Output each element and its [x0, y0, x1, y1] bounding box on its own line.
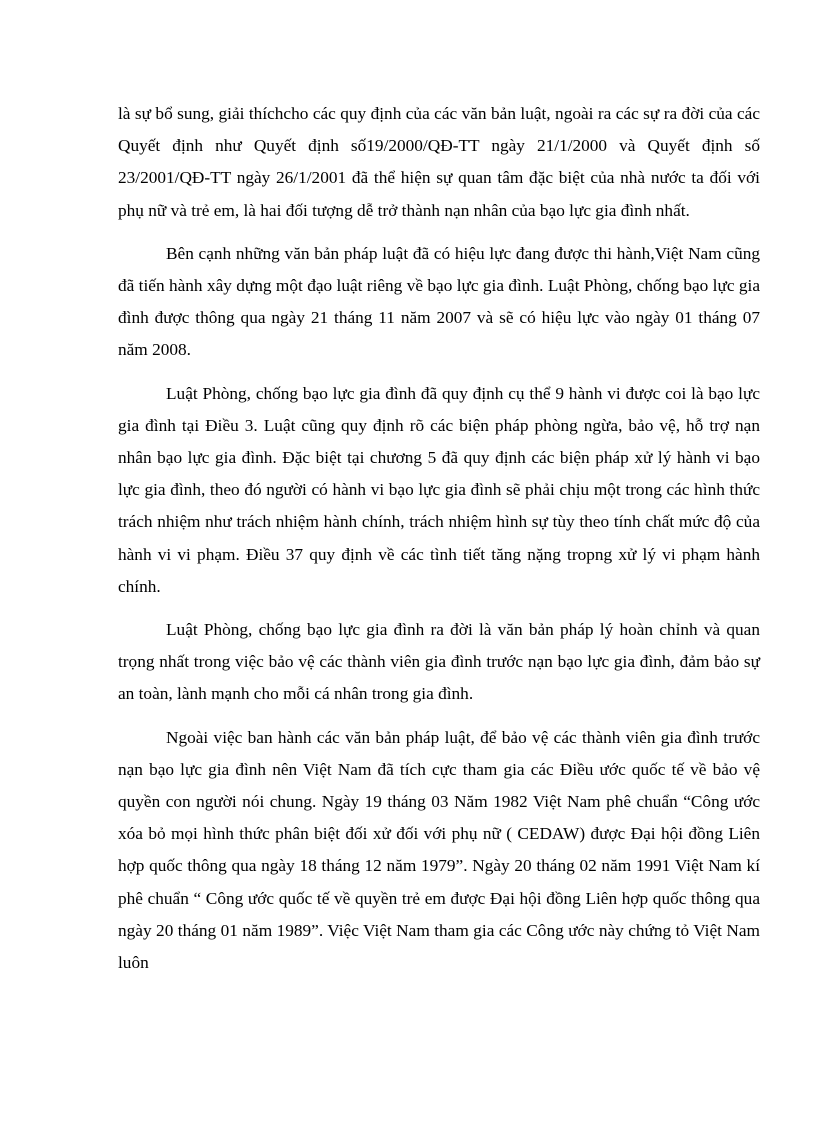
paragraph-5: Ngoài việc ban hành các văn bản pháp luật, để bảo vệ các thành viên gia đình trước nạn bạo lực gia đình nên Việt Nam đã tích cực tham gia các Điều ước quốc tế về bảo vệ quyền con người nói chung. Ngày 19 tháng 03 Năm 1982 Việt Nam phê chuẩn “Công ước xóa bỏ mọi hình thức phân biệt đối xử đối với phụ nữ ( CEDAW) được Đại hội đồng Liên hợp quốc thông qua ngày 18 tháng 12 năm 1979”. Ngày 20 tháng 02 năm 1991 Việt Nam kí phê chuẩn “ Công ước quốc tế về quyền trẻ em được Đại hội đồng Liên hợp quốc thông qua ngày 20 tháng 01 năm 1989”. Việc Việt Nam tham gia các Công ước này chứng tỏ Việt Nam luôn [118, 727, 760, 973]
paragraph-3: Luật Phòng, chống bạo lực gia đình đã quy định cụ thể 9 hành vi được coi là bạo lực gia đình tại Điều 3. Luật cũng quy định rõ các biện pháp phòng ngừa, bảo vệ, hỗ trợ nạn nhân bạo lực gia đình. Đặc biệt tại chương 5 đã quy định các biện pháp xử lý hành vi bạo lực gia đình, theo đó người có hành vi bạo lực gia đình sẽ phải chịu một trong các hình thức trách nhiệm như trách nhiệm hành chính, trách nhiệm hình sự tùy theo tính chất mức độ của hành vi vi phạm. Điều 37 quy định về các tình tiết tăng nặng tropng xử lý vi phạm hành chính. [118, 383, 760, 596]
paragraph-2: Bên cạnh những văn bản pháp luật đã có hiệu lực đang được thi hành,Việt Nam cũng đã tiến hành xây dựng một đạo luật riêng về bạo lực gia đình. Luật Phòng, chống bạo lực gia đình được thông qua ngày 21 tháng 11 năm 2007 và sẽ có hiệu lực vào ngày 01 tháng 07 năm 2008. [118, 243, 760, 360]
document-body [118, 98, 760, 979]
paragraph-1: là sự bổ sung, giải thíchcho các quy định của các văn bản luật, ngoài ra các sự ra đời của các Quyết định như Quyết định số19/2000/QĐ-TT ngày 21/1/2000 và Quyết định số 23/2001/QĐ-TT ngày 26/1/2001 đã thể hiện sự quan tâm đặc biệt của nhà nước ta đối với phụ nữ và trẻ em, là hai đối tượng dễ trở thành nạn nhân của bạo lực gia đình nhất. [118, 104, 760, 220]
paragraph-4: Luật Phòng, chống bạo lực gia đình ra đời là văn bản pháp lý hoàn chỉnh và quan trọng nhất trong việc bảo vệ các thành viên gia đình trước nạn bạo lực gia đình, đảm bảo sự an toàn, lành mạnh cho mỗi cá nhân trong gia đình. [118, 620, 760, 704]
